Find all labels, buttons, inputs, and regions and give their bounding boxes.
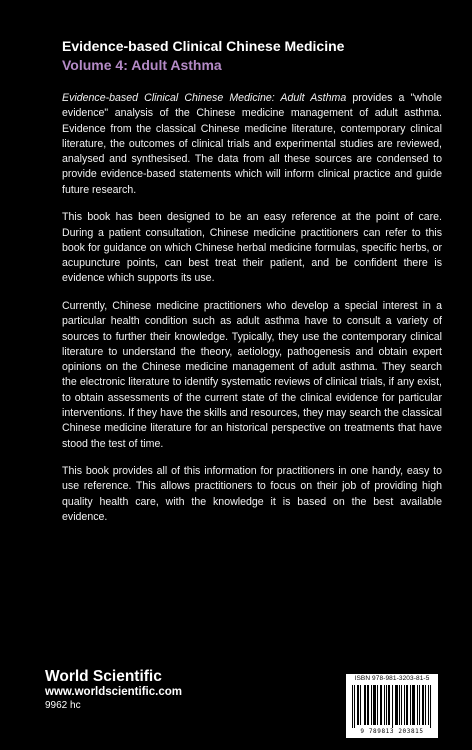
- blurb-paragraph-4: This book provides all of this information for practitioners in one handy, easy to use reference. This allows practitioners to focus on their job of providing high quality health care, with the knowledge it is based on the best available evidence.: [62, 465, 442, 523]
- isbn-label: ISBN 978-981-3203-81-5: [354, 675, 430, 682]
- book-title-italic: Evidence-based Clinical Chinese Medicine: Adult Asthma: [62, 92, 347, 104]
- barcode-box: [346, 674, 438, 738]
- volume-title: Volume 4: Adult Asthma: [62, 57, 222, 73]
- series-title: Evidence-based Clinical Chinese Medicine: [62, 38, 345, 54]
- blurb-paragraph-1: [62, 91, 442, 198]
- publisher-code: 9962 hc: [45, 700, 81, 711]
- blurb-paragraph-3: Currently, Chinese medicine practitioners who develop a special interest in a particular health condition such as adult asthma have to consult a variety of sources to further their knowledge. Typically, they use the contemporary clinical literature to understand the theory, aetiology, pathogenesis and obtain expert opinions on the Chinese medicine management of adult asthma. They search the electronic literature to identify systematic reviews of clinical trials, if any exist, to obtain assessments of the current state of the clinical evidence for particular interventions. If they have the skills and resources, they may search the classical Chinese medicine literature for an historical perspective on treatments that have stood the test of time.: [62, 299, 442, 450]
- blurb-paragraph-1-text: provides a "whole evidence" analysis of the Chinese medicine management of adult asthma. Evidence from the classical Chinese medicine literature, contemporary clinical literature, the outcomes of clinical trials and experimental studies are reviewed, analysed and synthesised. The data from all these sources are condensed to provide evidence-based statements which will inform clinical practice and guide future research.: [62, 92, 442, 196]
- blurb-paragraph-2: This book has been designed to be an easy reference at the point of care. During a patient consultation, Chinese medicine practitioners can refer to this book for guidance on which Chinese herbal medicine formulas, specific herbs, or acupuncture points, can best treat their patient, and be confident there is evidence which supports its use.: [62, 211, 442, 285]
- publisher-block: [45, 668, 182, 713]
- publisher-name: World Scientific: [45, 668, 162, 685]
- barcode-image: [352, 685, 432, 728]
- publisher-url: www.worldscientific.com: [45, 686, 182, 698]
- barcode-digits: 9 789813 203815: [360, 728, 424, 735]
- blurb-text: [62, 91, 442, 537]
